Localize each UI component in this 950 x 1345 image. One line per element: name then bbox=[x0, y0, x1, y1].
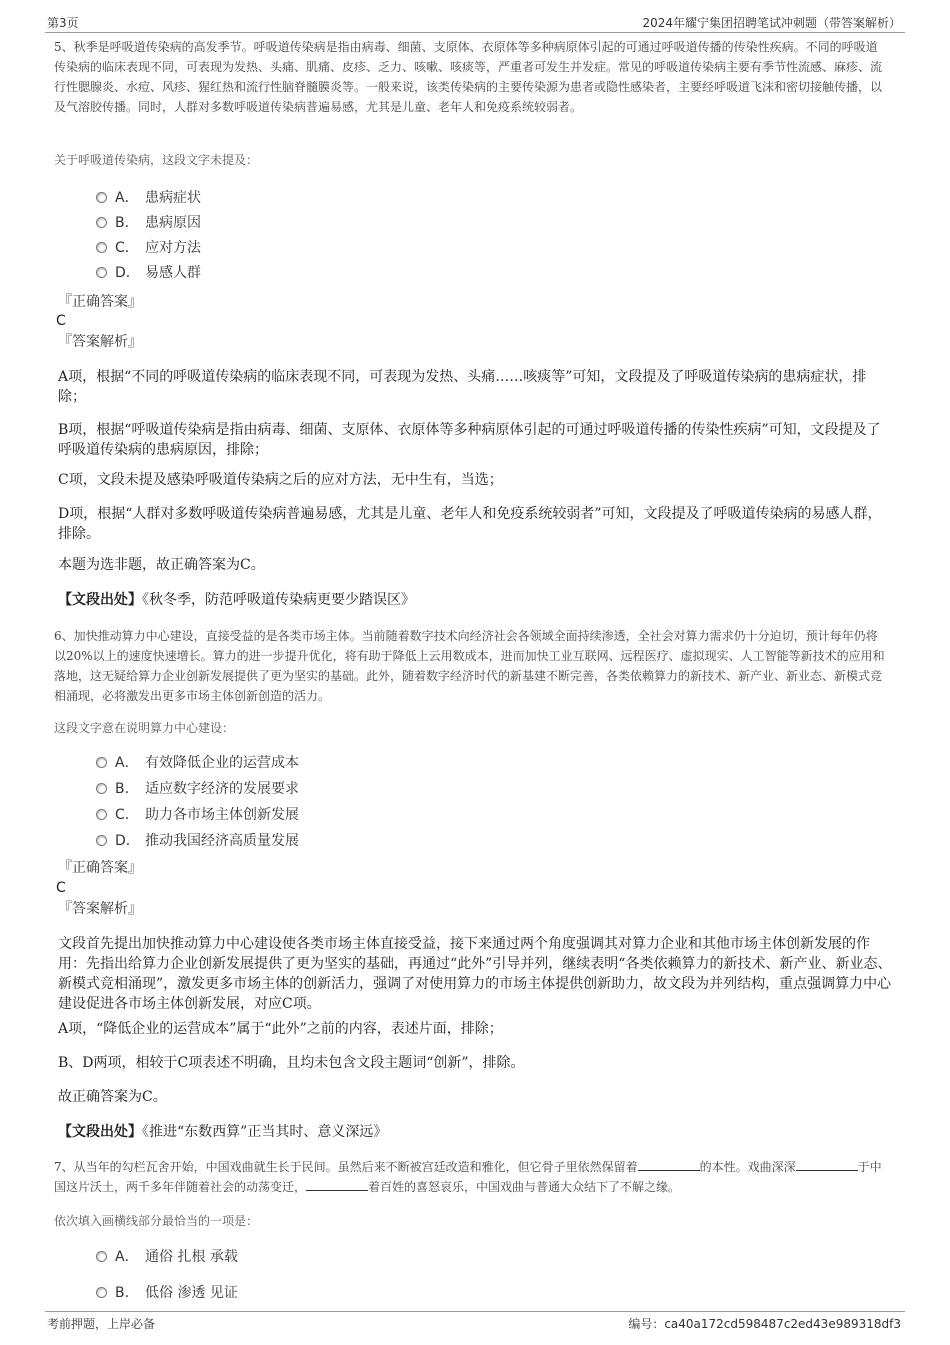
radio-icon[interactable] bbox=[96, 1251, 107, 1262]
radio-icon[interactable] bbox=[96, 835, 107, 846]
q6-analysis-main: 文段首先提出加快推动算力中心建设使各类市场主体直接受益，接下来通过两个角度强调其对算力企业和其他市场主体创新发展的作用：先指出给算力企业创新发展提供了更为坚实的基础，再通过“此外”引导并列，继续表明“各类依赖算力的新技术、新产业、新业态、新模式竞相涌现”，激发更多市场主体的创新活力，强调了对使用算力的市场主体提供创新助力，故文段为并列结构，重点强调算力中心建设促进各市场主体创新发展，对应C项。 bbox=[58, 936, 892, 1012]
q6-answer-label: 『正确答案』 bbox=[58, 860, 142, 876]
radio-icon[interactable] bbox=[96, 267, 107, 278]
radio-icon[interactable] bbox=[96, 757, 107, 768]
fill-blank-1 bbox=[638, 1158, 700, 1171]
q7-prompt: 依次填入画横线部分最恰当的一项是： bbox=[54, 1214, 259, 1228]
q5-option-d[interactable]: D． 易感人群 bbox=[96, 263, 201, 283]
q6-option-b[interactable]: B． 适应数字经济的发展要求 bbox=[96, 779, 299, 799]
page-footer bbox=[45, 1311, 905, 1332]
q7-option-b[interactable]: B． 低俗 渗透 见证 bbox=[96, 1283, 238, 1303]
q5-prompt: 关于呼吸道传染病，这段文字未提及： bbox=[54, 153, 259, 167]
q6-option-d[interactable]: D． 推动我国经济高质量发展 bbox=[96, 831, 299, 851]
q7-option-a[interactable]: A． 通俗 扎根 承载 bbox=[96, 1247, 238, 1267]
fill-blank-2 bbox=[796, 1158, 858, 1171]
document-code: 编号：ca40a172cd598487c2ed43e989318df3 bbox=[628, 1317, 901, 1331]
q6-source: 【文段出处】《推进“东数西算”正当其时、意义深远》 bbox=[58, 1124, 388, 1140]
document-title: 2024年耀宁集团招聘笔试冲刺题（带答案解析） bbox=[642, 16, 901, 30]
radio-icon[interactable] bbox=[96, 192, 107, 203]
q6-analysis-a: A项，“降低企业的运营成本”属于“此外”之前的内容，表述片面，排除； bbox=[58, 1021, 503, 1037]
q5-passage: 5、秋季是呼吸道传染病的高发季节。呼吸道传染病是指由病毒、细菌、支原体、衣原体等多种病原体引起的可通过呼吸道传播的传染性疾病。不同的呼吸道传染病的临床表现不同，可表现为发热、头痛、肌痛、皮疹、乏力、咳嗽、咳痰等，严重者可发生并发症。常见的呼吸道传染病主要有季节性流感、麻疹、流行性腮腺炎、水痘、风疹、猩红热和流行性脑脊髓膜炎等。一般来说，该类传染病的主要传染源为患者或隐性感染者，主要经呼吸道飞沫和密切接触传播，以及气溶胶传播。同时，人群对多数呼吸道传染病普遍易感，尤其是儿童、老年人和免疫系统较弱者。 bbox=[54, 40, 883, 114]
radio-icon[interactable] bbox=[96, 217, 107, 228]
q5-conclusion: 本题为选非题，故正确答案为C。 bbox=[58, 557, 265, 573]
q5-analysis-c: C项，文段未提及感染呼吸道传染病之后的应对方法，无中生有，当选； bbox=[58, 472, 503, 488]
q6-option-a[interactable]: A． 有效降低企业的运营成本 bbox=[96, 753, 299, 773]
q5-answer: C bbox=[56, 313, 66, 329]
radio-icon[interactable] bbox=[96, 783, 107, 794]
radio-icon[interactable] bbox=[96, 809, 107, 820]
q5-analysis-d: D项，根据“人群对多数呼吸道传染病普遍易感，尤其是儿童、老年人和免疫系统较弱者”可知，文段提及了呼吸道传染病的易感人群，排除。 bbox=[58, 506, 882, 542]
q6-prompt: 这段文字意在说明算力中心建设： bbox=[54, 721, 235, 735]
q6-option-c[interactable]: C． 助力各市场主体创新发展 bbox=[96, 805, 299, 825]
footer-slogan: 考前押题，上岸必备 bbox=[47, 1317, 156, 1331]
q5-analysis-label: 『答案解析』 bbox=[58, 334, 142, 350]
q5-analysis-a: A项，根据“不同的呼吸道传染病的临床表现不同，可表现为发热、头痛……咳痰等”可知，文段提及了呼吸道传染病的患病症状，排除； bbox=[58, 369, 867, 405]
q5-answer-label: 『正确答案』 bbox=[58, 294, 142, 310]
q6-analysis-bd: B、D两项，相较于C项表述不明确，且均未包含文段主题词“创新”，排除。 bbox=[58, 1055, 525, 1071]
q7-passage: 7、从当年的勾栏瓦舍开始，中国戏曲就生长于民间。虽然后来不断被宫廷改造和雅化，但它骨子里依然保留着 的本性。戏曲深深 于中国这片沃土，两千多年伴随着社会的动荡变迁， 着百姓的喜怒哀乐，中国戏曲与普通大众结下了不解之缘。 bbox=[54, 1160, 882, 1194]
fill-blank-3 bbox=[306, 1178, 368, 1191]
q6-conclusion: 故正确答案为C。 bbox=[58, 1089, 167, 1105]
q6-passage: 6、加快推动算力中心建设，直接受益的是各类市场主体。当前随着数字技术向经济社会各领域全面持续渗透，全社会对算力需求仍十分迫切，预计每年仍将以20%以上的速度快速增长。算力的进一步提升优化，将有助于降低上云用数成本，进而加快工业互联网、远程医疗、虚拟现实、人工智能等新技术的应用和落地，这无疑给算力企业创新发展提供了更为坚实的基础。此外，随着数字经济时代的新基建不断完善，各类依赖算力的新技术、新产业、新业态、新模式竞相涌现，必将激发出更多市场主体创新创造的活力。 bbox=[54, 629, 885, 703]
q6-analysis-label: 『答案解析』 bbox=[58, 901, 142, 917]
q5-option-a[interactable]: A． 患病症状 bbox=[96, 188, 201, 208]
q5-analysis-b: B项，根据“呼吸道传染病是指由病毒、细菌、支原体、衣原体等多种病原体引起的可通过呼吸道传播的传染性疾病”可知，文段提及了呼吸道传染病的患病原因，排除； bbox=[58, 422, 881, 458]
radio-icon[interactable] bbox=[96, 1287, 107, 1298]
q5-source: 【文段出处】《秋冬季，防范呼吸道传染病更要少踏误区》 bbox=[58, 592, 415, 608]
radio-icon[interactable] bbox=[96, 242, 107, 253]
q6-answer: C bbox=[56, 880, 66, 896]
q5-option-c[interactable]: C． 应对方法 bbox=[96, 238, 201, 258]
q5-option-b[interactable]: B． 患病原因 bbox=[96, 213, 201, 233]
page-number: 第3页 bbox=[47, 16, 79, 30]
